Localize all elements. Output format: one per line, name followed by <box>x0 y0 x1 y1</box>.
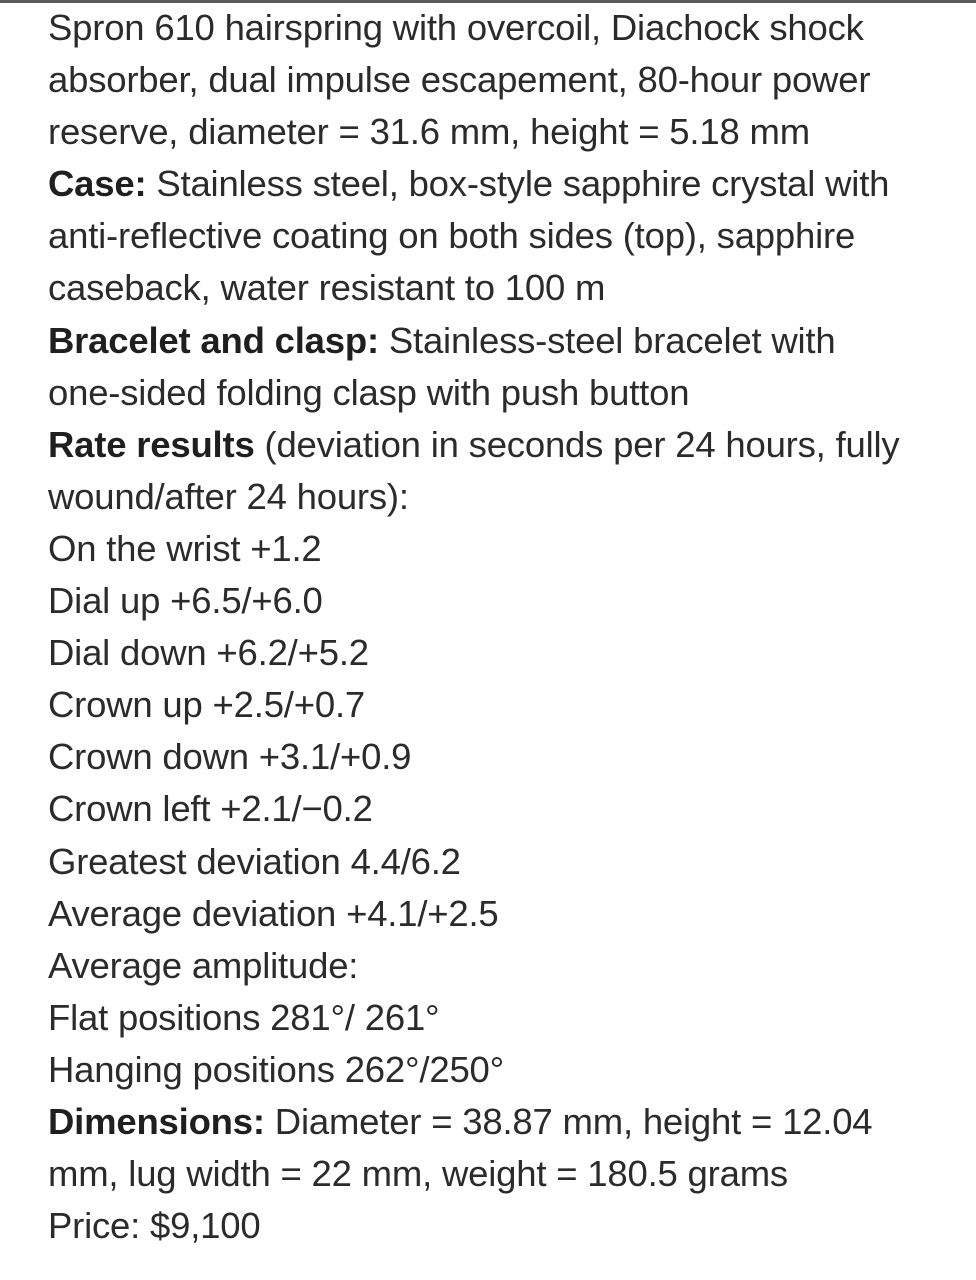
rate-crown-up: Crown up +2.5/+0.7 <box>48 684 366 726</box>
rate-crown-down: Crown down +3.1/+0.9 <box>48 736 412 778</box>
rate-on-wrist: On the wrist +1.2 <box>48 527 322 569</box>
case-line-1 <box>48 158 948 210</box>
dimensions-label: Dimensions: <box>48 1100 265 1142</box>
watch-spec-text <box>48 2 948 1252</box>
rate-average-deviation: Average deviation +4.1/+2.5 <box>48 892 499 934</box>
rate-results-text: (deviation in seconds per 24 hours, fully <box>254 423 900 465</box>
rate-crown-left: Crown left +2.1/−0.2 <box>48 788 373 830</box>
rate-dial-up: Dial up +6.5/+6.0 <box>48 580 323 622</box>
amplitude-heading: Average amplitude: <box>48 944 359 986</box>
case-text: Stainless steel, box-style sapphire crystal with <box>146 163 890 205</box>
movement-line-2: absorber, dual impulse escapement, 80-hour power <box>48 59 871 101</box>
bracelet-line-1 <box>48 315 948 367</box>
bracelet-text: Stainless-steel bracelet with <box>378 319 836 361</box>
rate-greatest-deviation: Greatest deviation 4.4/6.2 <box>48 840 461 882</box>
movement-line-3: reserve, diameter = 31.6 mm, height = 5.18 mm <box>48 111 810 153</box>
movement-line-1: Spron 610 hairspring with overcoil, Diachock shock <box>48 7 864 48</box>
dimensions-line-2: mm, lug width = 22 mm, weight = 180.5 grams <box>48 1153 788 1195</box>
case-label: Case: <box>48 163 147 205</box>
rate-results-line-1 <box>48 419 948 471</box>
dimensions-line-1 <box>48 1096 948 1148</box>
dimensions-text: Diameter = 38.87 mm, height = 12.04 <box>264 1100 873 1142</box>
rate-results-line-2: wound/after 24 hours): <box>48 475 409 517</box>
price-line: Price: $9,100 <box>48 1205 261 1247</box>
rate-dial-down: Dial down +6.2/+5.2 <box>48 632 369 674</box>
bracelet-label: Bracelet and clasp: <box>48 319 379 361</box>
case-line-3: caseback, water resistant to 100 m <box>48 267 606 309</box>
rate-results-label: Rate results <box>48 423 255 465</box>
amplitude-hanging: Hanging positions 262°/250° <box>48 1048 505 1090</box>
case-line-2: anti-reflective coating on both sides (top), sapphire <box>48 215 856 257</box>
bracelet-line-2: one-sided folding clasp with push button <box>48 371 690 413</box>
amplitude-flat: Flat positions 281°/ 261° <box>48 996 440 1038</box>
